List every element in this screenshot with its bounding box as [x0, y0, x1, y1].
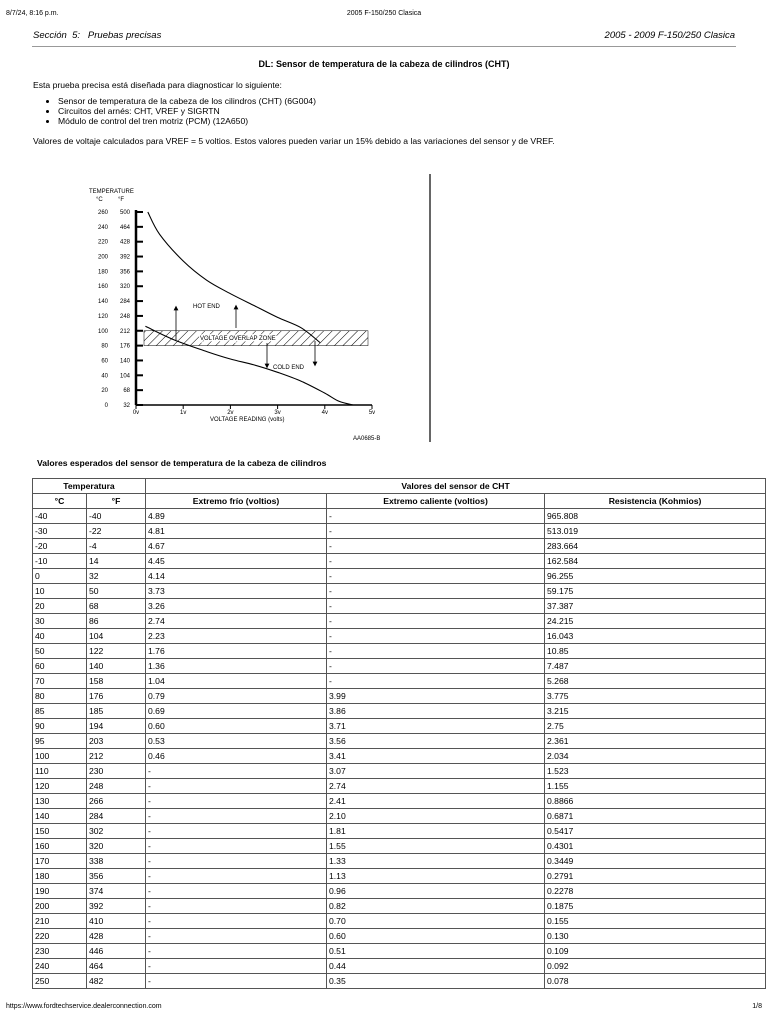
- table-cell: 2.361: [545, 734, 766, 749]
- table-row: [33, 644, 766, 659]
- cht-voltage-graph: [60, 170, 440, 446]
- table-row: [33, 554, 766, 569]
- table-cell: -: [327, 659, 545, 674]
- table-cell: 4.45: [146, 554, 327, 569]
- table-row: [33, 539, 766, 554]
- table-cell: 338: [87, 854, 146, 869]
- table-cell: 203: [87, 734, 146, 749]
- table-cell: 0.60: [327, 929, 545, 944]
- table-row: [33, 794, 766, 809]
- x-tick-label: 0v: [132, 410, 140, 416]
- table-row: [33, 524, 766, 539]
- y-tick-label-fahrenheit: 32: [123, 403, 130, 409]
- table-row: [33, 689, 766, 704]
- table-cell: 100: [33, 749, 87, 764]
- table-cell: 374: [87, 884, 146, 899]
- table-cell: 10.85: [545, 644, 766, 659]
- table-cell: 0.078: [545, 974, 766, 989]
- table-cell: 1.81: [327, 824, 545, 839]
- table-header-row: [33, 494, 766, 509]
- table-cell: 356: [87, 869, 146, 884]
- table-cell: 2.75: [545, 719, 766, 734]
- page-title: DL: Sensor de temperatura de la cabeza de cilindros (CHT): [258, 59, 510, 69]
- table-cell: 140: [87, 659, 146, 674]
- table-cell: -: [146, 944, 327, 959]
- table-group-header-row: [33, 479, 766, 494]
- table-row: [33, 734, 766, 749]
- y-unit-celsius: °C: [96, 197, 103, 203]
- table-cell: -: [327, 569, 545, 584]
- table-cell: 3.86: [327, 704, 545, 719]
- table-cell: -: [327, 524, 545, 539]
- table-cell: 320: [87, 839, 146, 854]
- table-cell: 80: [33, 689, 87, 704]
- x-tick-label: 5v: [368, 410, 376, 416]
- y-tick-label-celsius: 20: [101, 388, 108, 395]
- table-cell: 2.74: [146, 614, 327, 629]
- table-row: [33, 884, 766, 899]
- table-cell: 86: [87, 614, 146, 629]
- table-cell: -: [327, 539, 545, 554]
- table-row: [33, 944, 766, 959]
- table-cell: 32: [87, 569, 146, 584]
- cht-values-table: [32, 478, 766, 989]
- table-cell: 0.8866: [545, 794, 766, 809]
- table-cell: -: [146, 914, 327, 929]
- table-cell: 104: [87, 629, 146, 644]
- table-cell: 482: [87, 974, 146, 989]
- table-cell: 0.6871: [545, 809, 766, 824]
- y-tick-label-fahrenheit: 500: [119, 210, 130, 216]
- table-cell: 20: [33, 599, 87, 614]
- footer-url: https://www.fordtechservice.dealerconnection.com: [6, 1003, 162, 1010]
- table-row: [33, 629, 766, 644]
- table-cell: 180: [33, 869, 87, 884]
- table-row: [33, 764, 766, 779]
- table-cell: 220: [33, 929, 87, 944]
- column-header: °F: [87, 494, 146, 509]
- table-cell: 0.82: [327, 899, 545, 914]
- table-body: [33, 509, 766, 989]
- table-cell: 0.51: [327, 944, 545, 959]
- table-cell: 446: [87, 944, 146, 959]
- table-cell: 16.043: [545, 629, 766, 644]
- table-cell: 0.092: [545, 959, 766, 974]
- table-cell: 302: [87, 824, 146, 839]
- model-label: 2005 - 2009 F-150/250 Clasica: [604, 30, 735, 41]
- table-cell: 2.10: [327, 809, 545, 824]
- y-tick-label-fahrenheit: 464: [119, 224, 130, 231]
- table-cell: -: [327, 599, 545, 614]
- table-cell: -: [146, 884, 327, 899]
- list-item: • Sensor de temperatura de la cabeza de los cilindros (CHT) (6G004): [58, 96, 316, 106]
- table-cell: 0.44: [327, 959, 545, 974]
- table-cell: 284: [87, 809, 146, 824]
- table-cell: 68: [87, 599, 146, 614]
- table-row: [33, 899, 766, 914]
- table-cell: 0.70: [327, 914, 545, 929]
- print-header: [6, 10, 762, 20]
- table-cell: 4.14: [146, 569, 327, 584]
- table-cell: -40: [87, 509, 146, 524]
- page-number: 1/8: [752, 1003, 762, 1010]
- table-cell: 464: [87, 959, 146, 974]
- list-item: • Módulo de control del tren motriz (PCM) (12A650): [58, 116, 316, 126]
- table-cell: -: [146, 764, 327, 779]
- table-cell: -4: [87, 539, 146, 554]
- table-row: [33, 779, 766, 794]
- y-tick-label-fahrenheit: 356: [119, 269, 130, 276]
- table-cell: 160: [33, 839, 87, 854]
- table-cell: 3.41: [327, 749, 545, 764]
- table-cell: -: [146, 974, 327, 989]
- table-cell: 60: [33, 659, 87, 674]
- print-doc-title: 2005 F-150/250 Clasica: [346, 10, 422, 17]
- table-cell: 1.76: [146, 644, 327, 659]
- table-row: [33, 599, 766, 614]
- y-tick-label-celsius: 100: [97, 328, 108, 335]
- table-cell: 0.53: [146, 734, 327, 749]
- table-cell: 85: [33, 704, 87, 719]
- table-cell: 513.019: [545, 524, 766, 539]
- table-cell: 230: [87, 764, 146, 779]
- column-header: Resistencia (Kohmios): [545, 494, 766, 509]
- table-cell: 1.55: [327, 839, 545, 854]
- table-cell: 0.4301: [545, 839, 766, 854]
- table-row: [33, 959, 766, 974]
- cold-end-label: COLD END: [273, 365, 305, 371]
- table-row: [33, 974, 766, 989]
- table-cell: 0.2278: [545, 884, 766, 899]
- table-cell: 4.89: [146, 509, 327, 524]
- table-cell: 96.255: [545, 569, 766, 584]
- table-cell: 4.81: [146, 524, 327, 539]
- table-cell: 4.67: [146, 539, 327, 554]
- table-cell: 170: [33, 854, 87, 869]
- x-ticks: [133, 405, 375, 416]
- table-cell: -: [146, 929, 327, 944]
- table-cell: -: [146, 794, 327, 809]
- column-header: Extremo caliente (voltios): [327, 494, 545, 509]
- table-cell: 1.523: [545, 764, 766, 779]
- table-cell: -: [146, 809, 327, 824]
- table-row: [33, 809, 766, 824]
- y-tick-label-celsius: 180: [97, 269, 108, 276]
- table-cell: 392: [87, 899, 146, 914]
- table-cell: 3.215: [545, 704, 766, 719]
- table-cell: 2.74: [327, 779, 545, 794]
- table-cell: 0.130: [545, 929, 766, 944]
- y-tick-label-fahrenheit: 284: [119, 299, 130, 306]
- table-cell: 10: [33, 584, 87, 599]
- y-tick-label-celsius: 160: [97, 284, 108, 291]
- table-cell: 130: [33, 794, 87, 809]
- y-tick-label-celsius: 60: [101, 358, 108, 365]
- table-cell: -: [146, 779, 327, 794]
- table-cell: -: [327, 644, 545, 659]
- table-cell: 140: [33, 809, 87, 824]
- table-cell: 0.3449: [545, 854, 766, 869]
- table-cell: 212: [87, 749, 146, 764]
- table-cell: 3.73: [146, 584, 327, 599]
- table-cell: 190: [33, 884, 87, 899]
- table-cell: 0.79: [146, 689, 327, 704]
- y-tick-label-celsius: 40: [101, 373, 108, 380]
- table-row: [33, 929, 766, 944]
- table-cell: 14: [87, 554, 146, 569]
- table-cell: -: [146, 899, 327, 914]
- table-cell: -: [146, 869, 327, 884]
- table-cell: 1.33: [327, 854, 545, 869]
- table-row: [33, 674, 766, 689]
- table-cell: 250: [33, 974, 87, 989]
- y-tick-label-fahrenheit: 428: [119, 239, 130, 246]
- table-cell: 59.175: [545, 584, 766, 599]
- table-cell: -30: [33, 524, 87, 539]
- y-tick-label-celsius: 140: [97, 299, 108, 306]
- table-cell: 5.268: [545, 674, 766, 689]
- y-tick-label-celsius: 220: [97, 239, 108, 246]
- table-cell: 0.35: [327, 974, 545, 989]
- hot-end-curve: [148, 212, 320, 343]
- y-tick-label-fahrenheit: 176: [119, 343, 130, 350]
- table-cell: 2.41: [327, 794, 545, 809]
- table-cell: -: [146, 824, 327, 839]
- table-cell: 428: [87, 929, 146, 944]
- x-tick-label: 1v: [180, 410, 187, 416]
- table-row: [33, 749, 766, 764]
- table-cell: 37.387: [545, 599, 766, 614]
- table-cell: -20: [33, 539, 87, 554]
- x-tick-label: 2v: [227, 410, 234, 416]
- print-datetime: 8/7/24, 8:16 p.m.: [6, 10, 59, 17]
- y-tick-label-celsius: 240: [97, 224, 108, 231]
- table-cell: 110: [33, 764, 87, 779]
- table-row: [33, 509, 766, 524]
- table-cell: 194: [87, 719, 146, 734]
- table-cell: 50: [87, 584, 146, 599]
- x-tick-label: 4v: [321, 410, 328, 416]
- table-cell: 120: [33, 779, 87, 794]
- table-cell: 210: [33, 914, 87, 929]
- y-tick-label-fahrenheit: 212: [119, 328, 130, 335]
- table-caption: Valores esperados del sensor de temperatura de la cabeza de cilindros: [37, 458, 327, 468]
- table-cell: 95: [33, 734, 87, 749]
- table-row: [33, 584, 766, 599]
- table-cell: 266: [87, 794, 146, 809]
- table-row: [33, 659, 766, 674]
- table-cell: 3.99: [327, 689, 545, 704]
- table-cell: -10: [33, 554, 87, 569]
- table-cell: 3.71: [327, 719, 545, 734]
- table-cell: 3.26: [146, 599, 327, 614]
- table-cell: 0.96: [327, 884, 545, 899]
- table-cell: -: [146, 839, 327, 854]
- table-cell: 0.46: [146, 749, 327, 764]
- vref-note: Valores de voltaje calculados para VREF = 5 voltios. Estos valores pueden variar un 15% debido a las variaciones del sensor y de VREF.: [33, 136, 555, 146]
- intro-text: Esta prueba precisa está diseñada para diagnosticar lo siguiente:: [33, 80, 282, 90]
- table-cell: 3.56: [327, 734, 545, 749]
- y-tick-label-celsius: 260: [97, 210, 108, 216]
- table-cell: 283.664: [545, 539, 766, 554]
- table-cell: 200: [33, 899, 87, 914]
- y-tick-label-fahrenheit: 320: [119, 284, 130, 291]
- table-cell: 7.487: [545, 659, 766, 674]
- table-row: [33, 614, 766, 629]
- table-cell: -: [327, 584, 545, 599]
- table-row: [33, 569, 766, 584]
- table-cell: -: [327, 509, 545, 524]
- group-header-sensor-values: Valores del sensor de CHT: [146, 479, 766, 494]
- table-cell: 240: [33, 959, 87, 974]
- table-cell: 0.69: [146, 704, 327, 719]
- table-row: [33, 704, 766, 719]
- table-cell: 965.808: [545, 509, 766, 524]
- table-cell: -: [327, 614, 545, 629]
- y-unit-fahrenheit: °F: [118, 197, 125, 203]
- table-row: [33, 914, 766, 929]
- table-cell: 0: [33, 569, 87, 584]
- axis-header: [89, 189, 134, 203]
- table-cell: 122: [87, 644, 146, 659]
- y-tick-label-fahrenheit: 140: [119, 358, 130, 365]
- table-cell: 0.2791: [545, 869, 766, 884]
- table-cell: 3.07: [327, 764, 545, 779]
- y-tick-label-fahrenheit: 68: [123, 388, 130, 395]
- table-cell: 410: [87, 914, 146, 929]
- y-tick-label-celsius: 80: [101, 343, 108, 350]
- table-cell: 2.034: [545, 749, 766, 764]
- table-cell: 90: [33, 719, 87, 734]
- table-cell: 0.155: [545, 914, 766, 929]
- overlap-zone-label: VOLTAGE OVERLAP ZONE: [200, 336, 276, 343]
- table-cell: 0.60: [146, 719, 327, 734]
- table-cell: 1.36: [146, 659, 327, 674]
- page-header: [33, 30, 735, 42]
- table-row: [33, 854, 766, 869]
- column-header: Extremo frío (voltios): [146, 494, 327, 509]
- group-header-temperature: Temperatura: [33, 479, 146, 494]
- x-tick-label: 3v: [274, 410, 281, 416]
- y-tick-label-fahrenheit: 248: [119, 313, 130, 320]
- y-tick-label-celsius: 200: [97, 254, 108, 261]
- table-cell: 248: [87, 779, 146, 794]
- table-cell: 185: [87, 704, 146, 719]
- table-cell: 2.23: [146, 629, 327, 644]
- table-cell: -40: [33, 509, 87, 524]
- y-tick-label-fahrenheit: 392: [119, 254, 130, 261]
- table-cell: 1.155: [545, 779, 766, 794]
- table-cell: 1.04: [146, 674, 327, 689]
- table-cell: 70: [33, 674, 87, 689]
- column-header: °C: [33, 494, 87, 509]
- table-cell: -: [146, 959, 327, 974]
- table-cell: 50: [33, 644, 87, 659]
- table-cell: 162.584: [545, 554, 766, 569]
- table-row: [33, 719, 766, 734]
- table-row: [33, 839, 766, 854]
- y-axis-title: TEMPERATURE: [89, 189, 134, 195]
- table-cell: 1.13: [327, 869, 545, 884]
- table-cell: 0.5417: [545, 824, 766, 839]
- table-cell: 158: [87, 674, 146, 689]
- list-item: • Circuitos del arnés: CHT, VREF y SIGRTN: [58, 106, 316, 116]
- figure-id: AA0685-B: [353, 436, 381, 442]
- table-cell: -: [327, 554, 545, 569]
- table-cell: 230: [33, 944, 87, 959]
- section-label: Sección 5: Pruebas precisas: [33, 30, 162, 41]
- table-cell: -22: [87, 524, 146, 539]
- table-cell: 24.215: [545, 614, 766, 629]
- table-cell: 150: [33, 824, 87, 839]
- y-tick-label-celsius: 0: [104, 403, 108, 409]
- table-cell: 0.1875: [545, 899, 766, 914]
- table-cell: 3.775: [545, 689, 766, 704]
- table-cell: 0.109: [545, 944, 766, 959]
- y-tick-label-celsius: 120: [97, 313, 108, 320]
- table-row: [33, 869, 766, 884]
- table-cell: 176: [87, 689, 146, 704]
- table-cell: -: [146, 854, 327, 869]
- diagnosis-list: [48, 96, 316, 126]
- table-cell: -: [327, 629, 545, 644]
- table-cell: 40: [33, 629, 87, 644]
- table-cell: 30: [33, 614, 87, 629]
- y-tick-label-fahrenheit: 104: [119, 373, 130, 380]
- header-divider: [32, 46, 736, 47]
- hot-end-label: HOT END: [193, 304, 220, 310]
- table-row: [33, 824, 766, 839]
- table-cell: -: [327, 674, 545, 689]
- x-axis-title: VOLTAGE READING (volts): [210, 417, 285, 423]
